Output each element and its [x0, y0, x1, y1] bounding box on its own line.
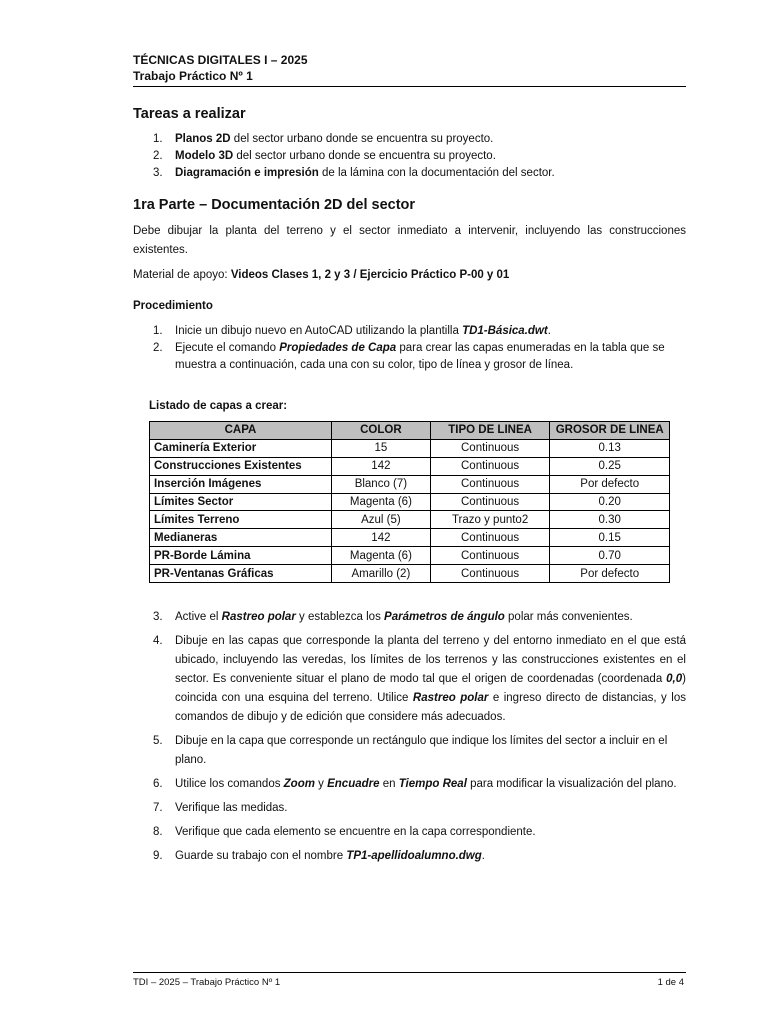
table-row: Inserción Imágenes Blanco (7) Continuous Por defecto	[150, 475, 670, 493]
table-header-row	[150, 422, 670, 440]
section-title-parte1: 1ra Parte – Documentación 2D del sector	[133, 197, 416, 213]
table-row: Caminería Exterior 15 Continuous 0.13	[150, 439, 670, 457]
page-footer	[133, 972, 686, 988]
column-header-capa: CAPA	[150, 422, 332, 440]
list-item: 5. Dibuje en la capa que corresponde un rectángulo que indique los límites del sector a incluir en el plano.	[153, 735, 668, 766]
material-line: Material de apoyo: Videos Clases 1, 2 y 3 / Ejercicio Práctico P-00 y 01	[133, 269, 510, 281]
procedimiento-heading: Procedimiento	[133, 300, 213, 312]
section-title-tareas: Tareas a realizar	[133, 106, 246, 122]
table-row: PR-Ventanas Gráficas Amarillo (2) Continuous Por defecto	[150, 565, 670, 583]
list-item: 2. Ejecute el comando Propiedades de Capa para crear las capas enumeradas en la tabla que se muestra a continuación, cada una con su color, tipo de línea y grosor de línea.	[153, 341, 665, 371]
tareas-list	[153, 131, 686, 181]
table-caption: Listado de capas a crear:	[149, 400, 288, 412]
list-item: 3. Active el Rastreo polar y establezca los Parámetros de ángulo polar más convenientes.	[153, 611, 633, 623]
list-item: 3. Diagramación e impresión de la lámina con la documentación del sector.	[153, 166, 555, 179]
list-item: 7. Verifique las medidas.	[153, 802, 288, 814]
list-item: 1. Planos 2D del sector urbano donde se encuentra su proyecto.	[153, 133, 494, 145]
column-header-tipo: TIPO DE LINEA	[430, 422, 550, 440]
list-item: 2. Modelo 3D del sector urbano donde se encuentra su proyecto.	[153, 149, 496, 162]
header-course: TÉCNICAS DIGITALES I – 2025	[133, 53, 308, 67]
table-row: Límites Sector Magenta (6) Continuous 0.20	[150, 493, 670, 511]
list-item: 9. Guarde su trabajo con el nombre TP1-apellidoalumno.dwg.	[153, 850, 485, 862]
page-header	[133, 52, 686, 87]
intro-paragraph: Debe dibujar la planta del terreno y el sector inmediato a intervenir, incluyendo las construcciones existentes.	[133, 225, 686, 256]
footer-title: TDI – 2025 – Trabajo Práctico Nº 1	[133, 977, 281, 988]
list-item: 6. Utilice los comandos Zoom y Encuadre en Tiempo Real para modificar la visualización del plano.	[153, 778, 677, 790]
list-item: 4. Dibuje en las capas que corresponde la planta del terreno y del entorno inmediato en el que está ubicado, incluyendo las veredas, los límites de los terrenos y las construcciones existentes en el sector. Es conveniente situar el plano de modo tal que el origen de coordenadas (coordenada 0,0) coincida con una esquina del terreno. Utilice Rastreo polar e ingreso directo de distancias, y los comandos de dibujo y de edición que considere más adecuados.	[153, 635, 686, 723]
header-assignment: Trabajo Práctico Nº 1	[133, 69, 253, 83]
capas-table	[149, 421, 670, 583]
procedimiento-list	[153, 323, 686, 373]
table-row: Límites Terreno Azul (5) Trazo y punto2 0.30	[150, 511, 670, 529]
column-header-color: COLOR	[332, 422, 431, 440]
document-page	[133, 0, 686, 1024]
table-row: Construcciones Existentes 142 Continuous 0.25	[150, 457, 670, 475]
table-row: PR-Borde Lámina Magenta (6) Continuous 0.70	[150, 547, 670, 565]
table-row: Medianeras 142 Continuous 0.15	[150, 529, 670, 547]
page-number: 1 de 4	[657, 977, 684, 988]
list-item: 1. Inicie un dibujo nuevo en AutoCAD utilizando la plantilla TD1-Básica.dwt.	[153, 325, 551, 337]
list-item: 8. Verifique que cada elemento se encuentre en la capa correspondiente.	[153, 826, 536, 838]
column-header-grosor: GROSOR DE LINEA	[550, 422, 670, 440]
steps-list	[153, 608, 686, 871]
